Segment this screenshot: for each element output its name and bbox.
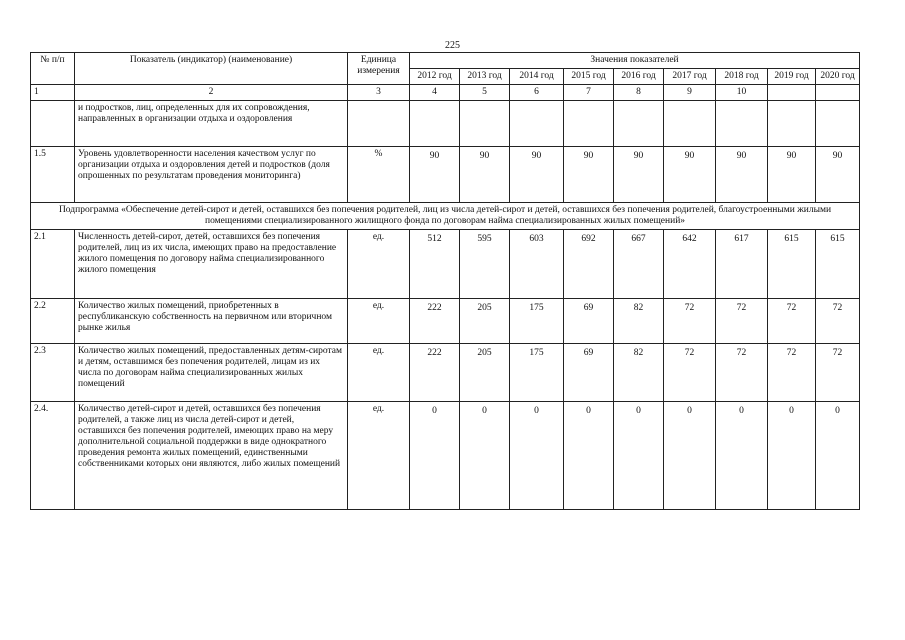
- row-value: 222: [410, 299, 460, 344]
- row-unit: [348, 101, 410, 147]
- row-value: 0: [510, 402, 564, 510]
- row-value: [460, 101, 510, 147]
- row-indicator: Количество жилых помещений, приобретенных в республиканскую собственность на первичном или вторичном рынке жилья: [75, 299, 348, 344]
- row-value: [410, 101, 460, 147]
- row-indicator: Количество детей-сирот и детей, оставшихся без попечения родителей, а также лиц из числа детей-сирот и детей, оставшихся без попечения родителей, имеющих право на меру дополнительной социальной поддержки в виде однократного проведения ремонта жилых помещений, единственными собственниками которых они являются, либо жилых помещений: [75, 402, 348, 510]
- row-value: 667: [614, 230, 664, 299]
- row-num: 2.3: [31, 344, 75, 402]
- row-unit: ед.: [348, 402, 410, 510]
- row-value: 0: [410, 402, 460, 510]
- col-number: 7: [564, 85, 614, 101]
- page-number: 225: [445, 40, 460, 51]
- header-row-1: [31, 53, 860, 69]
- row-value: 69: [564, 344, 614, 402]
- row-value: 90: [816, 147, 860, 203]
- row-value: 0: [816, 402, 860, 510]
- row-value: 0: [614, 402, 664, 510]
- row-value: 72: [816, 299, 860, 344]
- col-number: [816, 85, 860, 101]
- row-value: 0: [460, 402, 510, 510]
- header-year: 2013 год: [460, 69, 510, 85]
- col-number: 8: [614, 85, 664, 101]
- row-unit: ед.: [348, 230, 410, 299]
- row-value: 90: [510, 147, 564, 203]
- row-value: 512: [410, 230, 460, 299]
- row-indicator: Количество жилых помещений, предоставленных детям-сиротам и детям, оставшимся без попечения родителей, лицам из их числа по договорам найма специализированных жилых помещений: [75, 344, 348, 402]
- row-value: 90: [664, 147, 716, 203]
- header-year: 2015 год: [564, 69, 614, 85]
- table-row: [31, 344, 860, 402]
- row-value: 692: [564, 230, 614, 299]
- row-unit: %: [348, 147, 410, 203]
- row-value: 0: [716, 402, 768, 510]
- row-value: 0: [768, 402, 816, 510]
- header-year: 2018 год: [716, 69, 768, 85]
- row-value: 615: [768, 230, 816, 299]
- table-row: [31, 101, 860, 147]
- header-year: 2019 год: [768, 69, 816, 85]
- row-value: 90: [410, 147, 460, 203]
- row-indicator: Уровень удовлетворенности населения качеством услуг по организации отдыха и оздоровления детей и подростков (доля опрошенных по результатам проведения мониторинга): [75, 147, 348, 203]
- header-year: 2014 год: [510, 69, 564, 85]
- col-number: 3: [348, 85, 410, 101]
- row-value: 72: [716, 344, 768, 402]
- row-unit: ед.: [348, 299, 410, 344]
- header-year: 2020 год: [816, 69, 860, 85]
- row-value: 90: [460, 147, 510, 203]
- col-number: 9: [664, 85, 716, 101]
- row-value: 90: [564, 147, 614, 203]
- row-value: [510, 101, 564, 147]
- row-value: 175: [510, 299, 564, 344]
- col-number: 10: [716, 85, 768, 101]
- header-year: 2016 год: [614, 69, 664, 85]
- header-unit: Единица измерения: [348, 53, 410, 85]
- row-value: [614, 101, 664, 147]
- row-num: 2.2: [31, 299, 75, 344]
- row-num: [31, 101, 75, 147]
- row-value: [664, 101, 716, 147]
- row-num: 2.4.: [31, 402, 75, 510]
- row-value: 617: [716, 230, 768, 299]
- header-values: Значения показателей: [410, 53, 860, 69]
- row-value: [716, 101, 768, 147]
- row-value: 642: [664, 230, 716, 299]
- col-number: 2: [75, 85, 348, 101]
- subprogram-title: Подпрограмма «Обеспечение детей-сирот и детей, оставшихся без попечения родителей, лиц из числа детей-сирот и детей, оставшихся без попечения родителей, благоустроенными жилыми помещениями специализированного жилищного фонда по договорам найма специализированных жилых помещений»: [31, 203, 860, 230]
- row-unit: ед.: [348, 344, 410, 402]
- row-value: 595: [460, 230, 510, 299]
- row-indicator: Численность детей-сирот, детей, оставшихся без попечения родителей, лиц из их числа, имеющих право на предоставление жилого помещения по договору найма специализированного жилого помещения: [75, 230, 348, 299]
- row-value: 72: [664, 299, 716, 344]
- row-value: 72: [716, 299, 768, 344]
- row-value: [768, 101, 816, 147]
- row-value: 69: [564, 299, 614, 344]
- column-numbers-row: [31, 85, 860, 101]
- row-value: 72: [816, 344, 860, 402]
- header-year: 2017 год: [664, 69, 716, 85]
- row-value: 90: [614, 147, 664, 203]
- row-value: 603: [510, 230, 564, 299]
- header-year: 2012 год: [410, 69, 460, 85]
- row-value: 90: [768, 147, 816, 203]
- row-value: 205: [460, 344, 510, 402]
- col-number: 5: [460, 85, 510, 101]
- row-value: 0: [664, 402, 716, 510]
- col-number: 1: [31, 85, 75, 101]
- row-indicator: и подростков, лиц, определенных для их сопровождения, направленных в организации отдыха и оздоровления: [75, 101, 348, 147]
- col-number: 4: [410, 85, 460, 101]
- row-value: 72: [768, 299, 816, 344]
- row-value: 82: [614, 299, 664, 344]
- table-row: [31, 230, 860, 299]
- indicators-table: [30, 52, 860, 510]
- row-value: 615: [816, 230, 860, 299]
- row-value: [564, 101, 614, 147]
- col-number: 6: [510, 85, 564, 101]
- row-num: 2.1: [31, 230, 75, 299]
- table-row: [31, 299, 860, 344]
- table-row: [31, 147, 860, 203]
- row-value: 72: [768, 344, 816, 402]
- row-value: [816, 101, 860, 147]
- row-value: 0: [564, 402, 614, 510]
- col-number: [768, 85, 816, 101]
- table-row: [31, 402, 860, 510]
- subprogram-row: [31, 203, 860, 230]
- row-value: 222: [410, 344, 460, 402]
- row-value: 175: [510, 344, 564, 402]
- row-value: 90: [716, 147, 768, 203]
- row-num: 1.5: [31, 147, 75, 203]
- header-indicator: Показатель (индикатор) (наименование): [75, 53, 348, 85]
- row-value: 82: [614, 344, 664, 402]
- row-value: 72: [664, 344, 716, 402]
- header-num: № п/п: [31, 53, 75, 85]
- row-value: 205: [460, 299, 510, 344]
